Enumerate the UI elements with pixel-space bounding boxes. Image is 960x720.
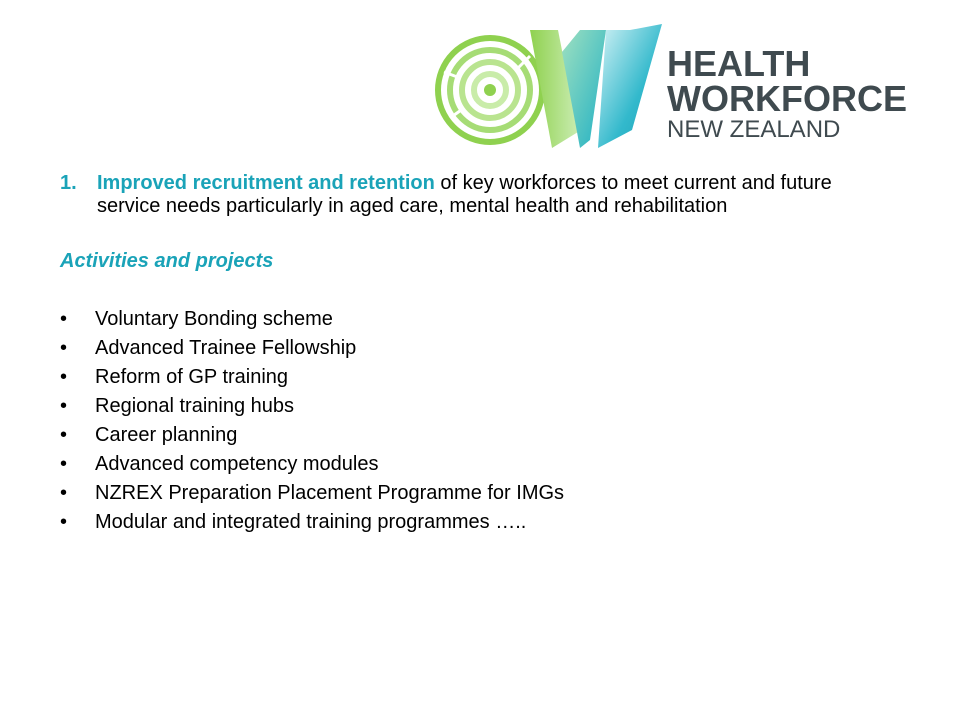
- numbered-item-1: [58, 172, 888, 218]
- item-highlight: Improved recruitment and retention: [97, 172, 435, 194]
- bullet-icon: •: [60, 482, 68, 504]
- list-item: [58, 482, 888, 511]
- list-item: [58, 366, 888, 395]
- brand-line-health: HEALTH: [667, 43, 811, 84]
- bullet-icon: •: [60, 424, 68, 446]
- bullet-icon: •: [60, 366, 68, 388]
- item-number: 1.: [60, 172, 77, 194]
- health-workforce-logo: [430, 22, 930, 152]
- item-rest: of key workforces to meet current and future service needs particularly in aged care, mental health and rehabilitation: [97, 172, 832, 217]
- brand-line-new-zealand: NEW ZEALAND: [667, 116, 841, 143]
- item-text: [97, 172, 888, 218]
- list-item-label: Modular and integrated training programmes …..: [95, 511, 527, 533]
- list-item-label: NZREX Preparation Placement Programme for IMGs: [95, 482, 565, 504]
- section-heading: Activities and projects: [60, 250, 274, 272]
- list-item-label: Career planning: [95, 424, 238, 446]
- bullet-icon: •: [60, 453, 68, 475]
- list-item: [58, 395, 888, 424]
- bullet-icon: •: [60, 511, 68, 533]
- slide-content: [58, 172, 888, 540]
- list-item-label: Voluntary Bonding scheme: [95, 308, 333, 330]
- list-item: [58, 511, 888, 540]
- bullet-icon: •: [60, 308, 68, 330]
- list-item-label: Regional training hubs: [95, 395, 295, 417]
- brand-line-workforce: WORKFORCE: [667, 78, 907, 119]
- bullet-icon: •: [60, 337, 68, 359]
- activities-list: [58, 308, 888, 540]
- list-item-label: Advanced competency modules: [95, 453, 379, 475]
- list-item: [58, 424, 888, 453]
- brand-wordmark: [667, 43, 907, 143]
- list-item-label: Advanced Trainee Fellowship: [95, 337, 357, 359]
- list-item: [58, 453, 888, 482]
- list-item: [58, 308, 888, 337]
- list-item: [58, 337, 888, 366]
- bullet-icon: •: [60, 395, 68, 417]
- list-item-label: Reform of GP training: [95, 366, 289, 388]
- koru-w-emblem-icon: [430, 22, 670, 152]
